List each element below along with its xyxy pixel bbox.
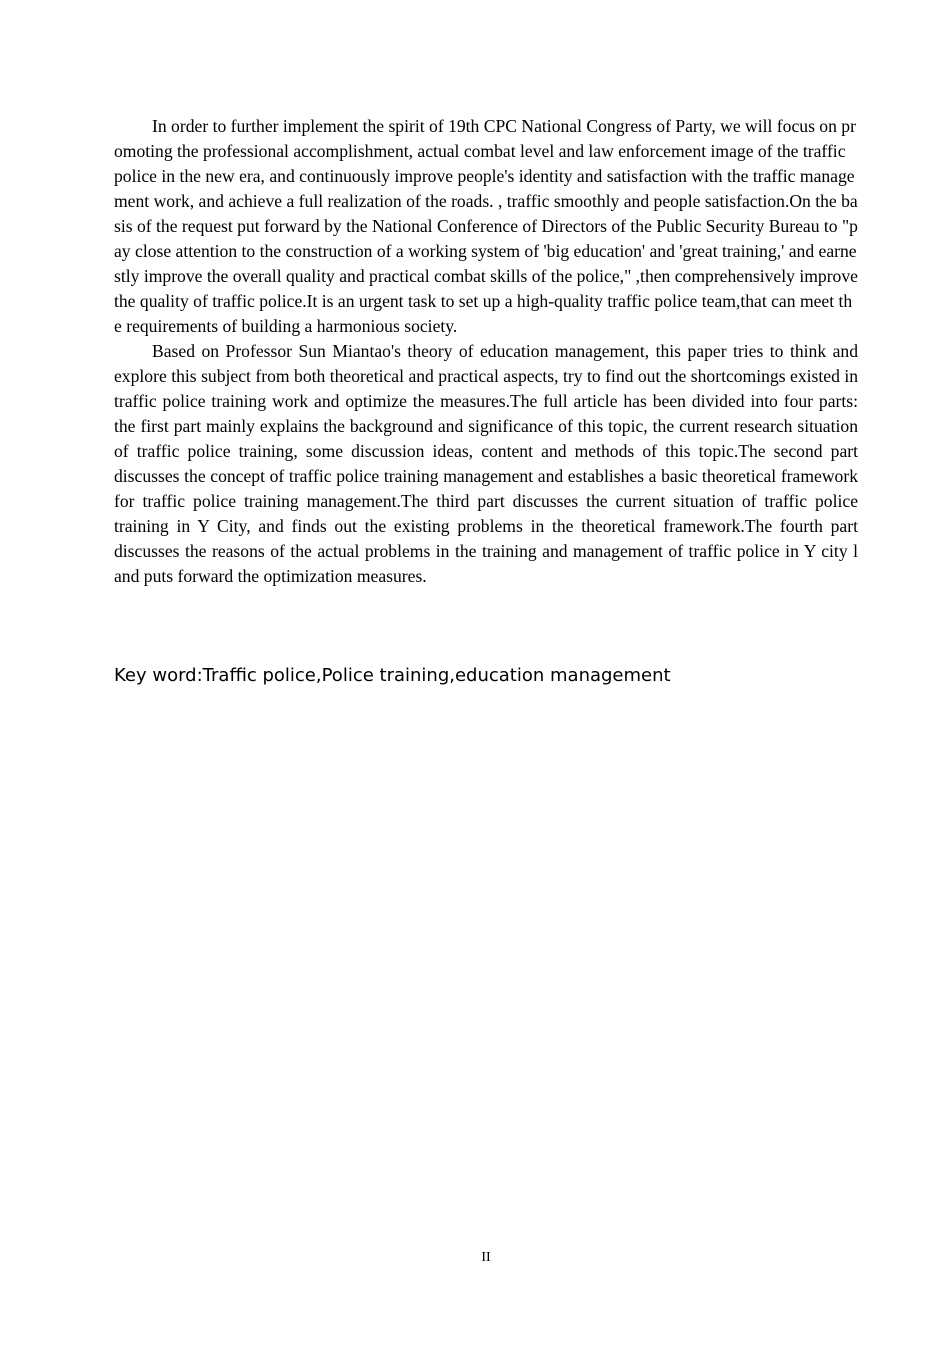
- page-number: II: [481, 1250, 491, 1265]
- keywords-line: Key word:Traffic police,Police training,education management: [114, 665, 671, 686]
- abstract-paragraph-2: Based on Professor Sun Miantao's theory of education management, this paper tries to think and explore this subject from both theoretical and practical aspects, try to find out the shortcomings existed in traffic police training work and optimize the measures.The full article has been divided into four parts: the first part mainly explains the background and significance of this topic, the current research situation of traffic police training, some discussion ideas, content and methods of this topic.The second part discusses the concept of traffic police training management and establishes a basic theoretical framework for traffic police training management.The third part discusses the current situation of traffic police training in Y City, and finds out the existing problems in the theoretical framework.The fourth part discusses the reasons of the actual problems in the training and management of traffic police in Y city l and puts forward the optimization measures.: [114, 341, 858, 586]
- abstract-paragraph-1: In order to further implement the spirit of 19th CPC National Congress of Party, we will focus on promoting the professional accomplishment, actual combat level and law enforcement image of the traffic police in the new era, and continuously improve people's identity and satisfaction with the traffic management work, and achieve a full realization of the roads. , traffic smoothly and people satisfaction.On the basis of the request put forward by the National Conference of Directors of the Public Security Bureau to "pay close attention to the construction of a working system of 'big education' and 'great training,' and earnestly improve the overall quality and practical combat skills of the police," ,then comprehensively improve the quality of traffic police.It is an urgent task to set up a high-quality traffic police team,that can meet the requirements of building a harmonious society.: [114, 116, 858, 336]
- abstract-body: [114, 114, 858, 589]
